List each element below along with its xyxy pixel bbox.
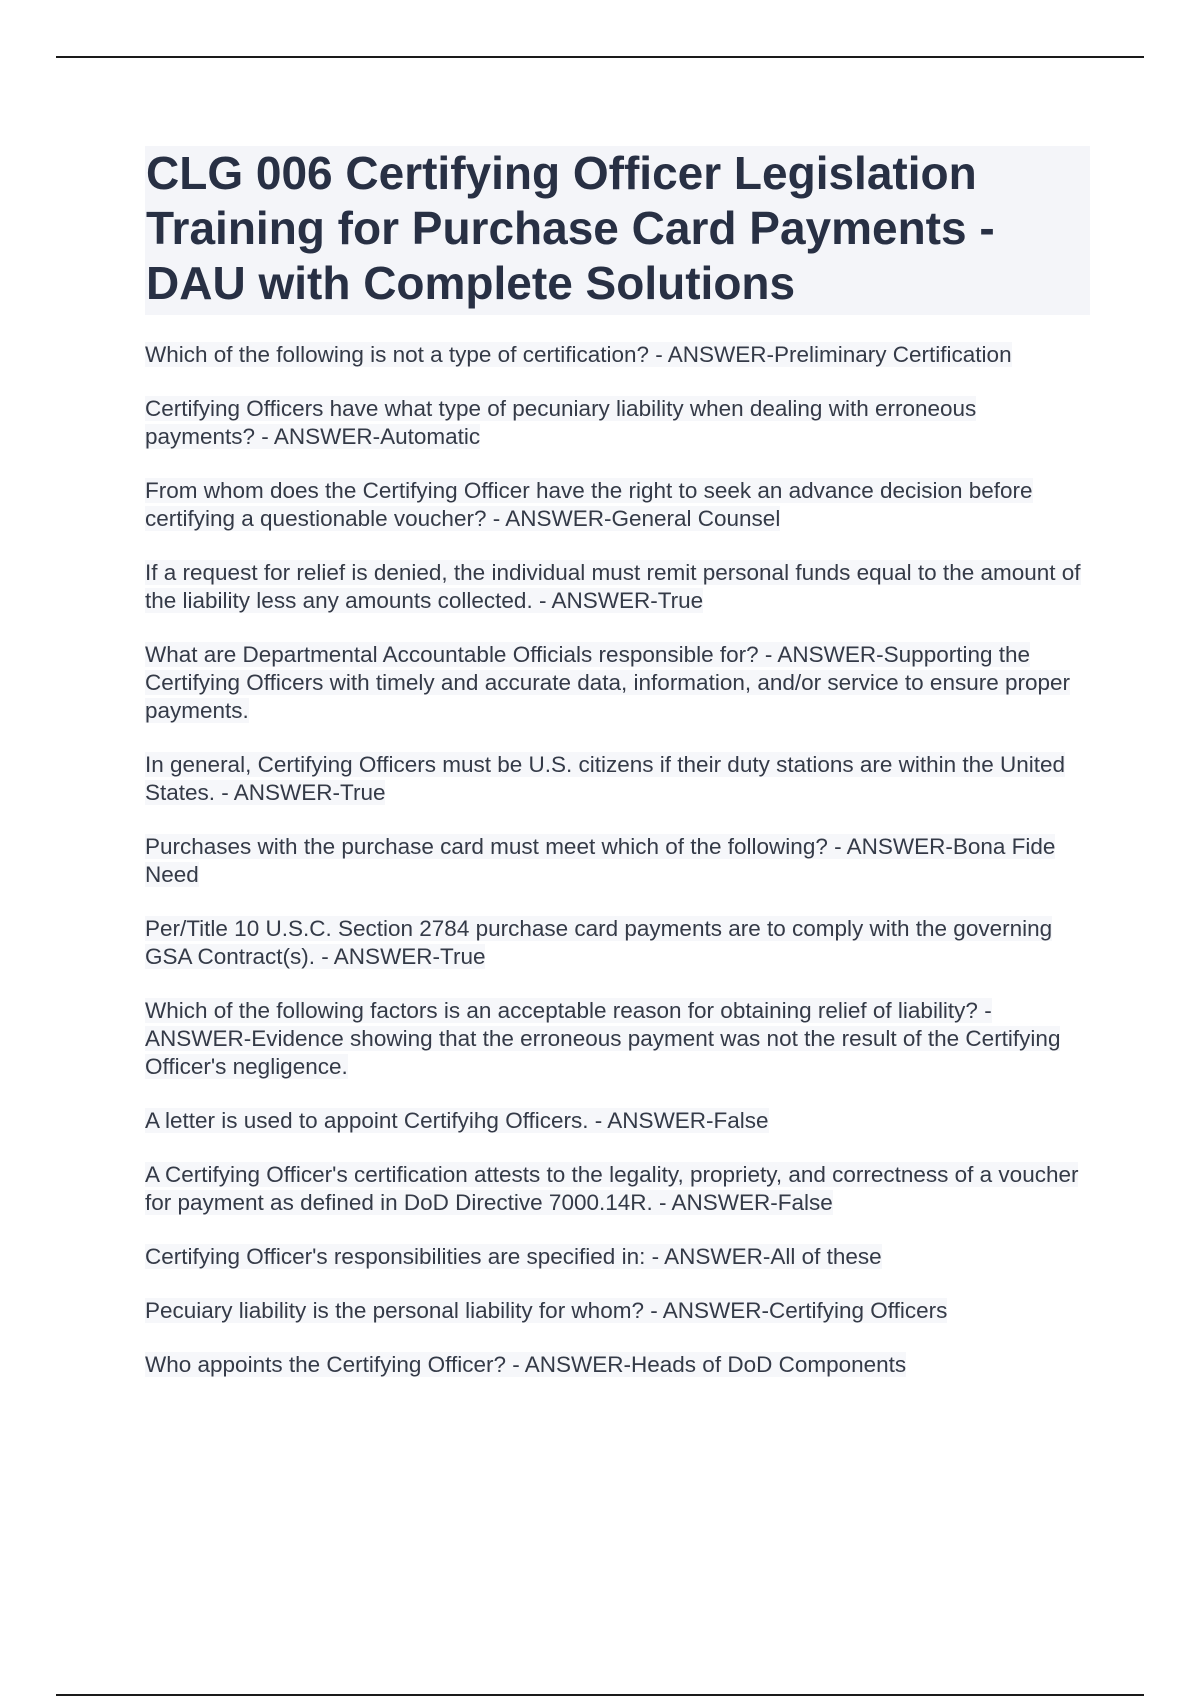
- qa-item: [145, 1243, 1090, 1271]
- bottom-rule: [56, 1694, 1144, 1696]
- qa-item: [145, 477, 1090, 533]
- qa-text: Which of the following factors is an acceptable reason for obtaining relief of liability? - ANSWER-Evidence showing that the erroneous payment was not the result of the Certifying Officer's negligence.: [145, 998, 1061, 1079]
- qa-text: Per/Title 10 U.S.C. Section 2784 purchase card payments are to comply with the governing GSA Contract(s). - ANSWER-True: [145, 916, 1053, 969]
- qa-item: [145, 1161, 1090, 1217]
- qa-item: [145, 641, 1090, 725]
- qa-text: From whom does the Certifying Officer have the right to seek an advance decision before certifying a questionable voucher? - ANSWER-General Counsel: [145, 478, 1033, 531]
- qa-item: [145, 341, 1090, 369]
- qa-text: If a request for relief is denied, the individual must remit personal funds equal to the amount of the liability less any amounts collected. - ANSWER-True: [145, 560, 1081, 613]
- qa-item: [145, 833, 1090, 889]
- qa-item: [145, 915, 1090, 971]
- qa-text: What are Departmental Accountable Officials responsible for? - ANSWER-Supporting the Certifying Officers with timely and accurate data, information, and/or service to ensure proper payments.: [145, 642, 1071, 723]
- qa-text: Pecuiary liability is the personal liability for whom? - ANSWER-Certifying Officers: [145, 1298, 948, 1323]
- document-body: [145, 146, 1090, 1379]
- qa-text: Purchases with the purchase card must meet which of the following? - ANSWER-Bona Fide Need: [145, 834, 1056, 887]
- qa-item: [145, 751, 1090, 807]
- qa-text: Which of the following is not a type of certification? - ANSWER-Preliminary Certification: [145, 342, 1012, 367]
- qa-item: [145, 559, 1090, 615]
- qa-text: In general, Certifying Officers must be U.S. citizens if their duty stations are within the United States. - ANSWER-True: [145, 752, 1065, 805]
- qa-list: [145, 341, 1090, 1379]
- qa-item: [145, 395, 1090, 451]
- qa-text: A letter is used to appoint Certifyihg Officers. - ANSWER-False: [145, 1108, 769, 1133]
- qa-item: [145, 997, 1090, 1081]
- qa-item: [145, 1107, 1090, 1135]
- top-rule: [56, 56, 1144, 58]
- qa-text: Certifying Officer's responsibilities are specified in: - ANSWER-All of these: [145, 1244, 882, 1269]
- qa-text: A Certifying Officer's certification attests to the legality, propriety, and correctness of a voucher for payment as defined in DoD Directive 7000.14R. - ANSWER-False: [145, 1162, 1079, 1215]
- qa-text: Certifying Officers have what type of pecuniary liability when dealing with erroneous payments? - ANSWER-Automatic: [145, 396, 977, 449]
- document-title: CLG 006 Certifying Officer Legislation Training for Purchase Card Payments - DAU with Complete Solutions: [145, 146, 1090, 315]
- qa-item: [145, 1297, 1090, 1325]
- qa-item: [145, 1351, 1090, 1379]
- qa-text: Who appoints the Certifying Officer? - ANSWER-Heads of DoD Components: [145, 1352, 907, 1377]
